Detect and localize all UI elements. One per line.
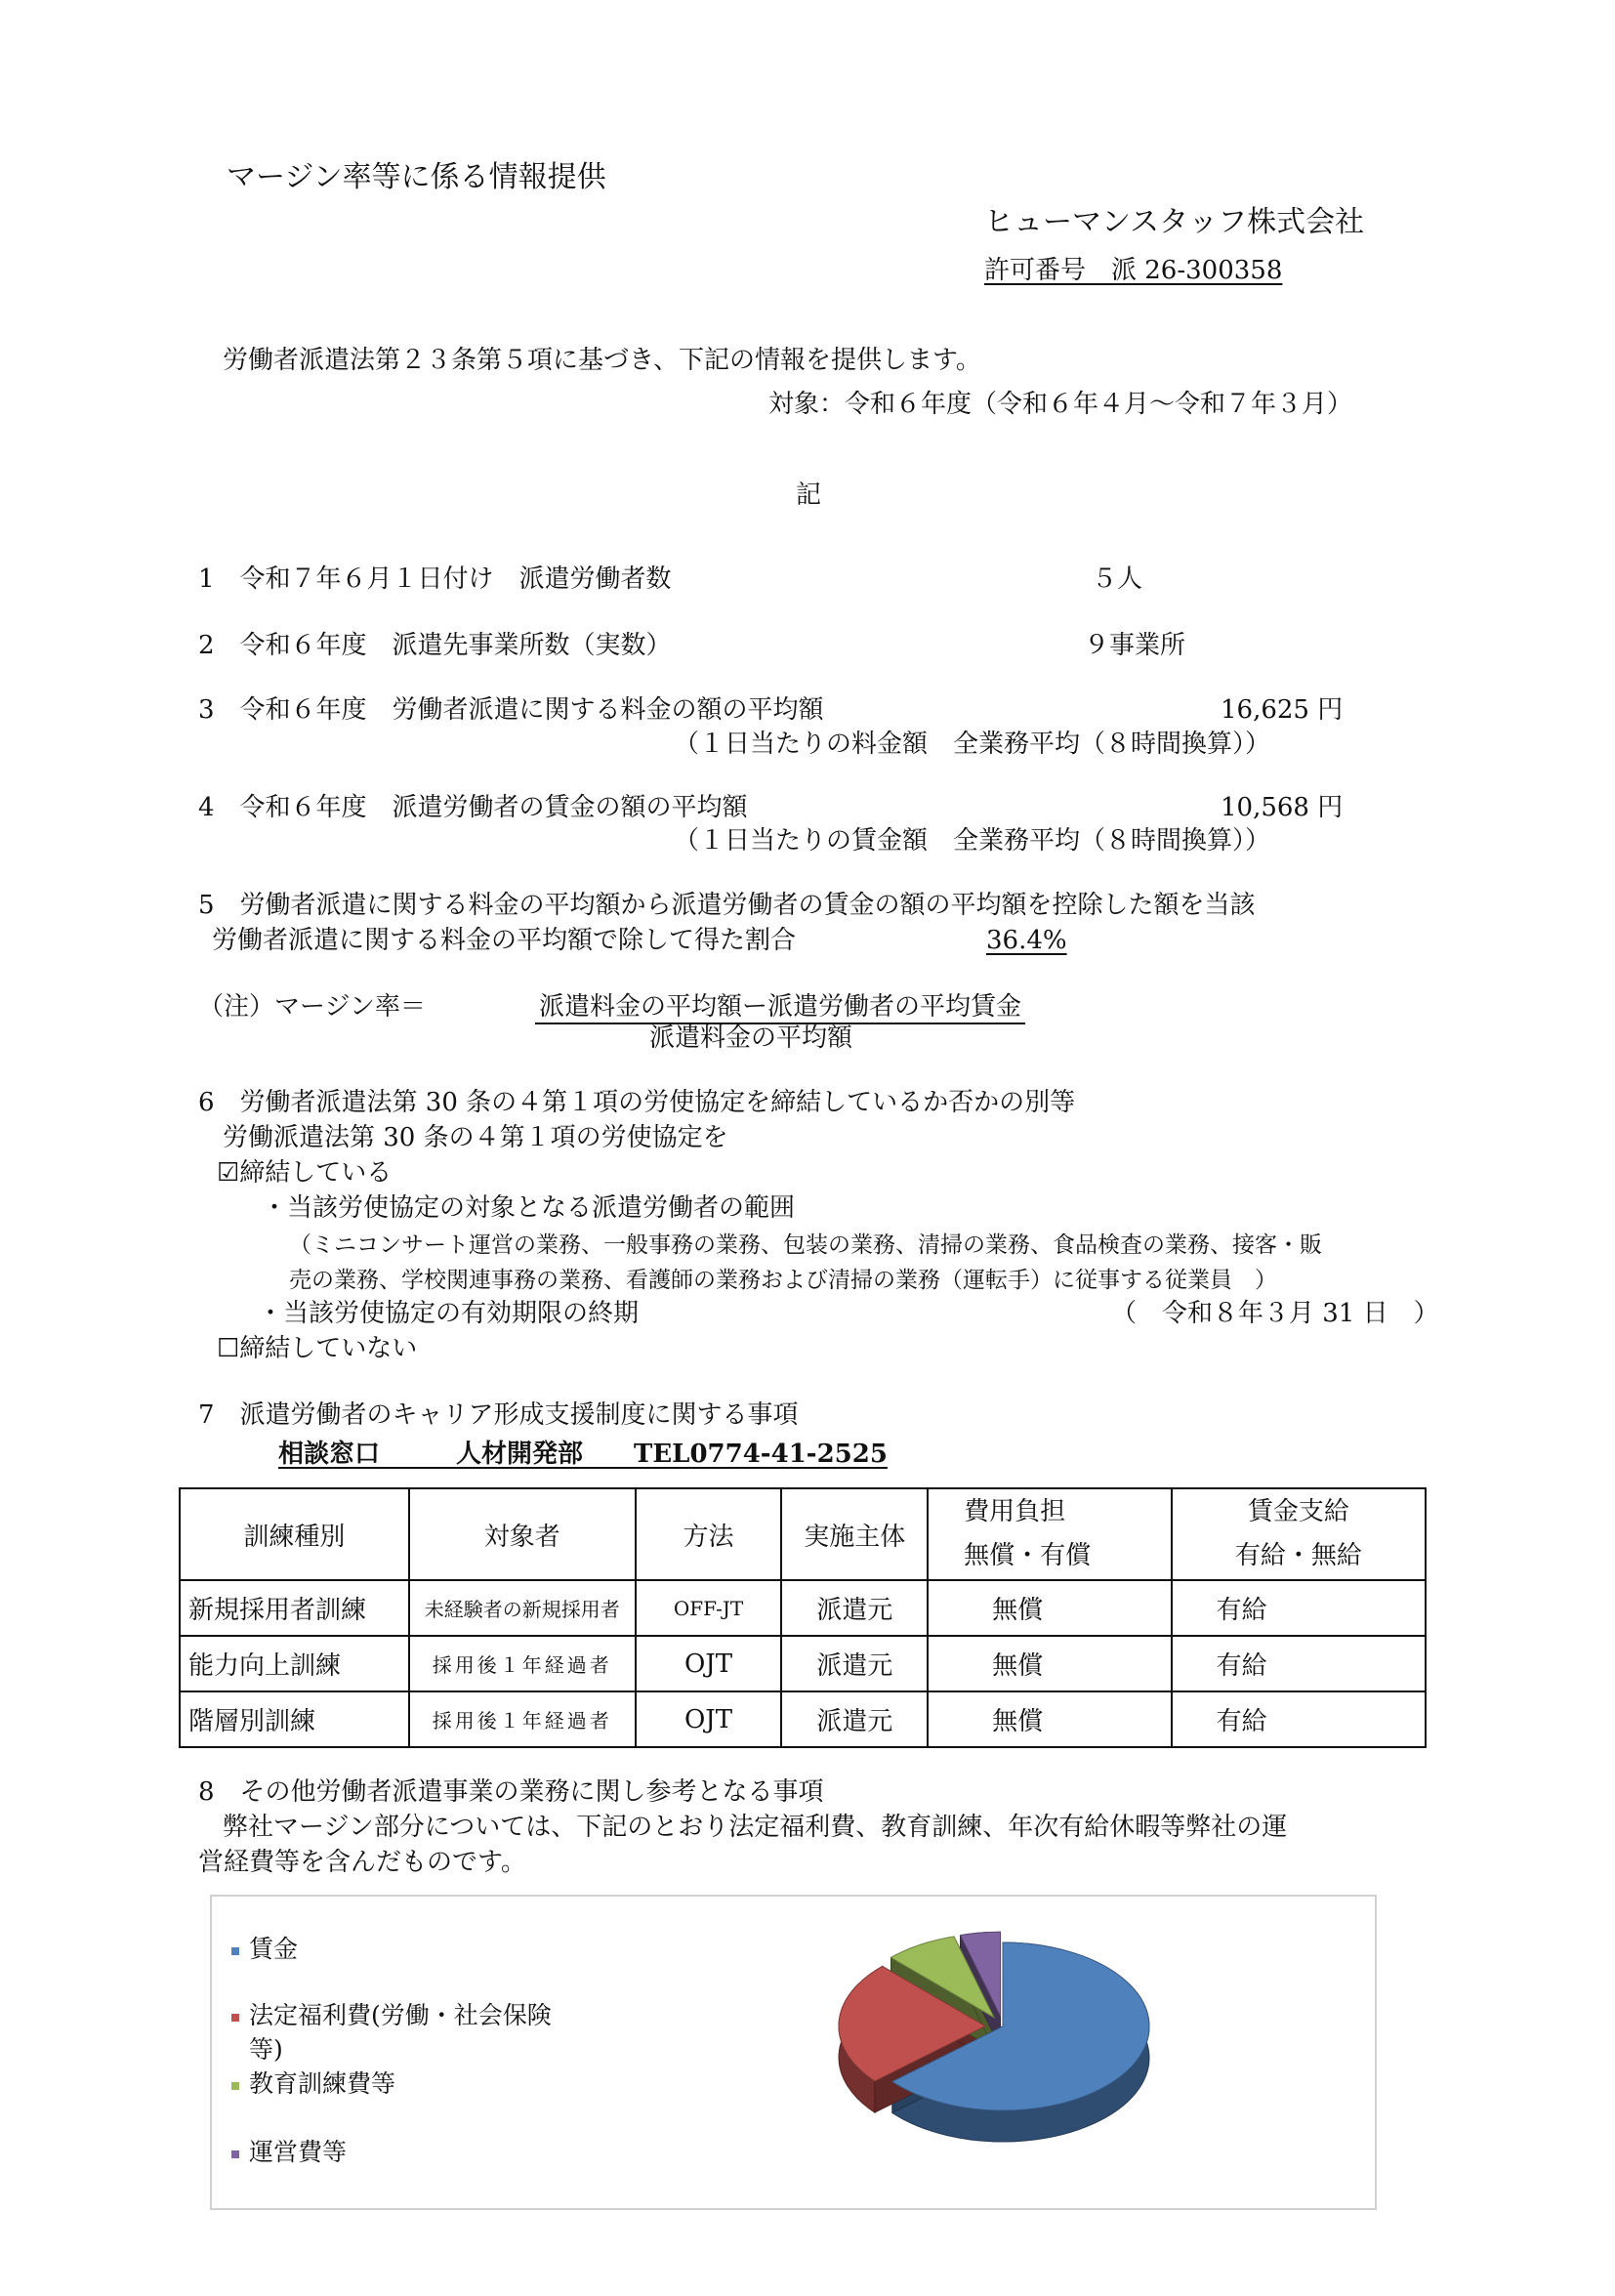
table-cell: 派遣元 xyxy=(781,1691,928,1747)
item-2-label: 2 令和６年度 派遣先事業所数（実数） xyxy=(198,631,672,660)
item-6-line1: 6 労働者派遣法第 30 条の４第１項の労使協定を締結しているか否かの別等 xyxy=(198,1088,1076,1117)
legend-item-training xyxy=(231,2066,395,2101)
item-5-line2: 労働者派遣に関する料金の平均額で除して得た割合 xyxy=(212,926,797,955)
table-cell: 派遣元 xyxy=(781,1636,928,1691)
item-7-line1: 7 派遣労働者のキャリア形成支援制度に関する事項 xyxy=(198,1400,799,1430)
item-5-line1: 5 労働者派遣に関する料金の平均額から派遣労働者の賃金の額の平均額を控除した額を当該 xyxy=(198,891,1256,920)
table-header-row xyxy=(180,1488,1426,1580)
margin-rate-value: 36.4% xyxy=(986,926,1067,955)
legend-item-welfare xyxy=(231,1998,583,2066)
item-6-line2: 労働派遣法第 30 条の４第１項の労使協定を xyxy=(223,1123,728,1152)
item-3-value: 16,625 円 xyxy=(1221,695,1344,725)
item-1-value: ５人 xyxy=(1092,564,1143,594)
header-wage-line1: 賃金支給 xyxy=(1247,1496,1349,1526)
table-cell: 採用後１年経過者 xyxy=(409,1691,636,1747)
legend-label: 運営費等 xyxy=(249,2138,348,2166)
table-cell: 無償 xyxy=(928,1636,1172,1691)
table-cell: 階層別訓練 xyxy=(180,1691,409,1747)
pie-chart xyxy=(778,1924,1188,2168)
table-cell: 未経験者の新規採用者 xyxy=(409,1580,636,1636)
legend-label: 法定福利費(労働・社会保険 xyxy=(249,2001,552,2029)
pie-chart-box xyxy=(210,1895,1377,2210)
table-cell: 有給 xyxy=(1172,1636,1426,1691)
legend-label-cont: 等) xyxy=(249,2035,283,2064)
legend-label: 教育訓練費等 xyxy=(249,2069,396,2098)
formula-denominator: 派遣料金の平均額 xyxy=(649,1023,853,1053)
legend-marker-icon xyxy=(231,2150,239,2158)
legend-marker-icon xyxy=(231,1947,239,1955)
table-cell: OFF-JT xyxy=(636,1580,782,1636)
expiry-value: （ 令和８年３月 31 日 ） xyxy=(1111,1299,1439,1328)
table-row xyxy=(180,1691,1426,1747)
header-cell-cost xyxy=(928,1488,1172,1580)
legend-marker-icon xyxy=(231,2082,239,2090)
section-8-line3: 営経費等を含んだものです。 xyxy=(198,1848,526,1877)
legend-marker-icon xyxy=(231,2014,239,2022)
agreement-unchecked-checkbox: ☐締結していない xyxy=(217,1334,418,1363)
item-2-value: ９事業所 xyxy=(1084,631,1186,660)
table-cell: 派遣元 xyxy=(781,1580,928,1636)
header-cost-line2: 無償・有償 xyxy=(964,1541,1092,1570)
header-cell: 訓練種別 xyxy=(180,1488,409,1580)
item-1-label: 1 令和７年６月１日付け 派遣労働者数 xyxy=(198,564,672,594)
permit-number: 許可番号 派 26-300358 xyxy=(984,256,1283,285)
contact-line: 相談窓口 人材開発部 TEL0774-41-2525 xyxy=(278,1440,888,1469)
section-8-line1: 8 その他労働者派遣事業の業務に関し参考となる事項 xyxy=(198,1777,824,1807)
company-name: ヒューマンスタッフ株式会社 xyxy=(984,205,1365,239)
item-3-note: （１日当たりの料金額 全業務平均（８時間換算）） xyxy=(674,730,1271,759)
item-3-label: 3 令和６年度 労働者派遣に関する料金の額の平均額 xyxy=(198,695,824,725)
page-title: マージン率等に係る情報提供 xyxy=(227,160,606,194)
agreement-checked-checkbox: ☑締結している xyxy=(217,1158,393,1188)
table-cell: 能力向上訓練 xyxy=(180,1636,409,1691)
table-cell: OJT xyxy=(636,1691,782,1747)
header-cost-line1: 費用負担 xyxy=(964,1496,1066,1526)
table-cell: 有給 xyxy=(1172,1580,1426,1636)
header-cell: 対象者 xyxy=(409,1488,636,1580)
item-4-note: （１日当たりの賃金額 全業務平均（８時間換算）） xyxy=(674,826,1271,856)
section-8-line2: 弊社マージン部分については、下記のとおり法定福利費、教育訓練、年次有給休暇等弊社の運 xyxy=(223,1813,1288,1842)
formula-prefix: （注）マージン率＝ xyxy=(198,992,426,1022)
table-row xyxy=(180,1636,1426,1691)
table-cell: 新規採用者訓練 xyxy=(180,1580,409,1636)
scope-title: ・当該労使協定の対象となる派遣労働者の範囲 xyxy=(262,1193,796,1223)
intro-line: 労働者派遣法第２３条第５項に基づき、下記の情報を提供します。 xyxy=(223,346,981,375)
scope-line-2: 売の業務、学校関連事務の業務、看護師の業務および清掃の業務（運転手）に従事する従業員 ） xyxy=(289,1268,1277,1293)
item-4-value: 10,568 円 xyxy=(1221,793,1344,822)
table-cell: 採用後１年経過者 xyxy=(409,1636,636,1691)
formula-numerator: 派遣料金の平均額ー派遣労働者の平均賃金 xyxy=(535,992,1025,1024)
scope-line-1: （ミニコンサート運営の業務、一般事務の業務、包装の業務、清掃の業務、食品検査の業務、接客・販 xyxy=(289,1232,1322,1258)
ki-heading: 記 xyxy=(796,480,822,510)
training-table xyxy=(179,1487,1427,1748)
legend-item-operating xyxy=(231,2135,347,2169)
header-cell: 方法 xyxy=(636,1488,782,1580)
legend-label: 賃金 xyxy=(249,1935,299,1963)
table-row xyxy=(180,1580,1426,1636)
header-cell-wage xyxy=(1172,1488,1426,1580)
header-wage-line2: 有給・無給 xyxy=(1234,1541,1362,1570)
table-cell: 無償 xyxy=(928,1691,1172,1747)
item-4-label: 4 令和６年度 派遣労働者の賃金の額の平均額 xyxy=(198,793,748,822)
target-period: 対象：令和６年度（令和６年４月～令和７年３月） xyxy=(768,390,1353,419)
legend-item-wage xyxy=(231,1932,298,1966)
header-cell: 実施主体 xyxy=(781,1488,928,1580)
table-cell: 有給 xyxy=(1172,1691,1426,1747)
expiry-label: ・当該労使協定の有効期限の終期 xyxy=(258,1299,640,1328)
table-cell: OJT xyxy=(636,1636,782,1691)
table-cell: 無償 xyxy=(928,1580,1172,1636)
